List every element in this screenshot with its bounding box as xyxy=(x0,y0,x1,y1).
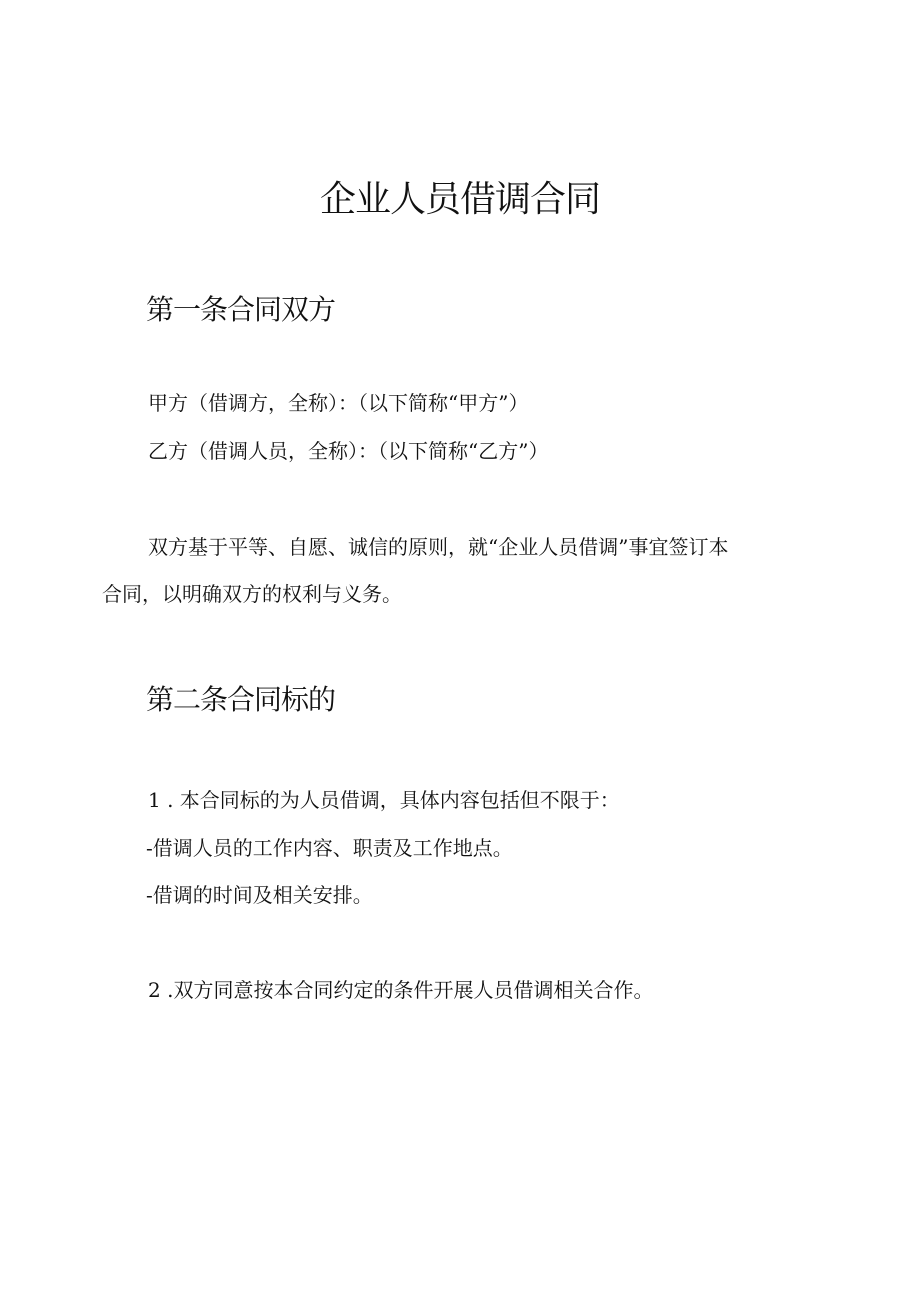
clause-1-line: 1 . 本合同标的为人员借调，具体内容包括但不限于： xyxy=(148,788,620,812)
purpose-paragraph-line-2: 合同，以明确双方的权利与义务。 xyxy=(102,582,402,606)
section-2-heading: 第二条合同标的 xyxy=(146,683,336,716)
clause-1-bullet-2: -借调的时间及相关安排。 xyxy=(146,883,373,907)
contract-title: 企业人员借调合同 xyxy=(319,179,600,220)
purpose-paragraph-line-1: 双方基于平等、自愿、诚信的原则，就“企业人员借调”事宜签订本 xyxy=(148,535,729,559)
party-a-line: 甲方（借调方，全称）：（以下简称“甲方”） xyxy=(148,391,529,415)
clause-2-line: 2 .双方同意按本合同约定的条件开展人员借调相关合作。 xyxy=(148,978,654,1002)
party-b-line: 乙方（借调人员，全称）：（以下简称“乙方”） xyxy=(148,439,549,463)
clause-1-bullet-1: -借调人员的工作内容、职责及工作地点。 xyxy=(146,836,513,860)
section-1-heading: 第一条合同双方 xyxy=(146,293,336,326)
